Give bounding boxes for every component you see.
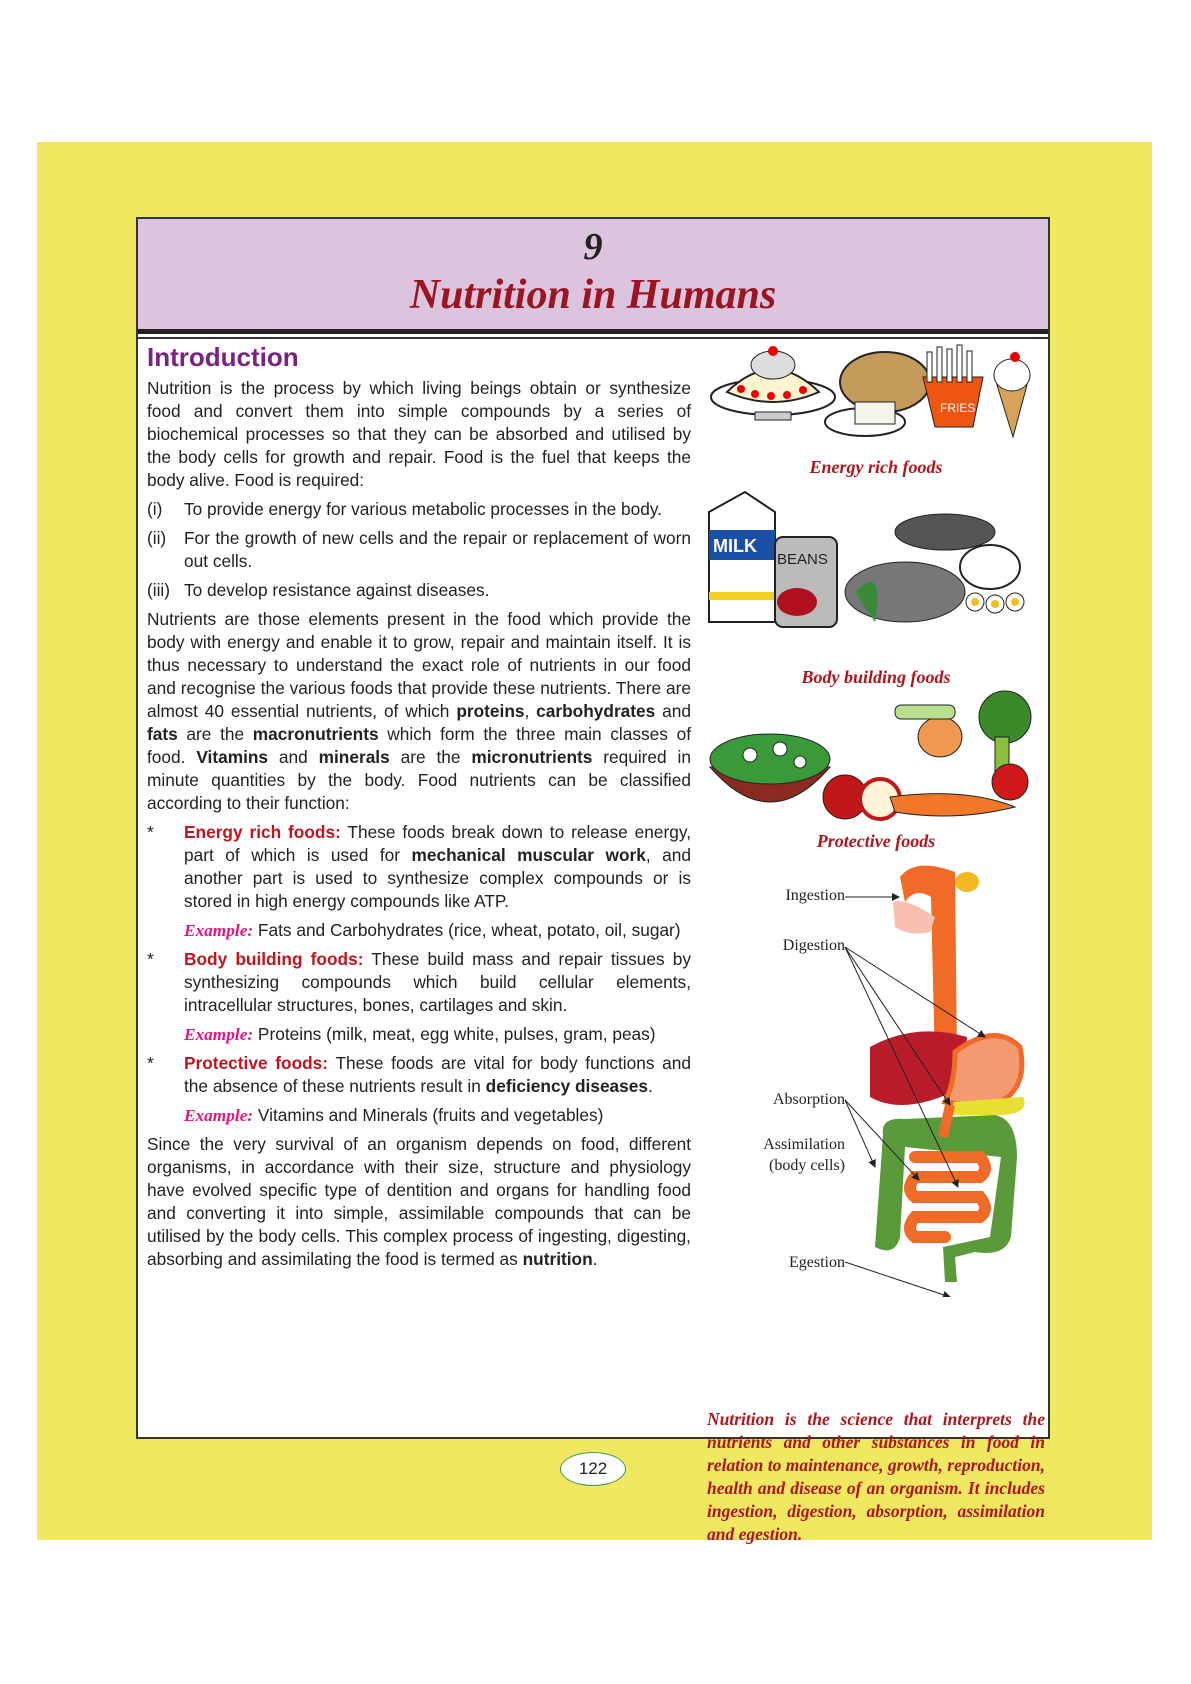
term: carbohydrates xyxy=(536,701,656,721)
list-text: To provide energy for various metabolic processes in the body. xyxy=(184,499,663,519)
example-label: Example: xyxy=(184,1106,254,1125)
caption-energy-rich-foods: Energy rich foods xyxy=(809,457,943,477)
text: and xyxy=(268,747,319,767)
intro-paragraph: Nutrition is the process by which living beings obtain or synthesize food and convert them into simple compounds by a series of biochemical processes so that they can be absorbed and utilised by the body cells for growth and repair. Food is the fuel that keeps the body alive. Food is required: xyxy=(147,378,691,490)
example xyxy=(184,919,691,942)
main-text-column xyxy=(147,341,691,1277)
term: minerals xyxy=(318,747,390,767)
food-type-body-building xyxy=(147,948,691,1017)
example xyxy=(184,1023,691,1046)
example-text: Vitamins and Minerals (fruits and vegetables) xyxy=(253,1105,604,1125)
label-egestion: Egestion xyxy=(789,1254,845,1271)
term: macronutrients xyxy=(252,724,379,744)
chapter-title: Nutrition in Humans xyxy=(409,272,777,318)
milk-label: MILK xyxy=(713,536,757,556)
text: These foods break down to release energy, part of which is used for xyxy=(184,822,692,865)
food-type-heading: Energy rich foods: xyxy=(184,822,341,842)
nutrition-definition-quote: Nutrition is the science that interprets the nutrients and other substances in food in relation to maintenance, growth, reproduction, health and disease of an organism. It includes ingestion, digestion, absorption, assimilation and egestion. xyxy=(707,1409,1045,1544)
food-type-protective xyxy=(147,1052,691,1098)
caption-body-building-foods: Body building foods xyxy=(801,667,951,687)
page-number: 122 xyxy=(560,1452,626,1486)
example-label: Example: xyxy=(184,1025,254,1044)
bullet: * xyxy=(147,949,154,969)
text: , xyxy=(524,701,537,721)
food-type-heading: Body building foods: xyxy=(184,949,364,969)
text: required in minute quantities by the body. Food nutrients can be classified according to their function: xyxy=(147,747,691,813)
term: proteins xyxy=(456,701,525,721)
list-number: (i) xyxy=(147,499,163,519)
text: These foods are vital for body functions and the absence of these nutrients result in xyxy=(184,1053,691,1096)
list-text: To develop resistance against diseases. xyxy=(184,580,490,600)
text: These build mass and repair tissues by synthesizing compounds which build cellular elements, intracellular structures, bones, cartilages and skin. xyxy=(184,949,691,1015)
label-body-cells: (body cells) xyxy=(769,1157,845,1174)
list-item xyxy=(147,579,691,602)
example-text: Proteins (milk, meat, egg white, pulses, gram, peas) xyxy=(253,1024,656,1044)
text: . xyxy=(648,1076,653,1096)
bullet: * xyxy=(147,822,154,842)
text: Since the very survival of an organism depends on food, different organisms, in accordance with their size, structure and physiology have evolved specific type of dentition and organs for handling food and converting it into simple, assimilable compounds that can be utilised by the body cells. This complex process of ingesting, digesting, absorbing and assimilating the food is termed as xyxy=(147,1134,691,1269)
term: nutrition xyxy=(522,1249,593,1269)
list-text: For the growth of new cells and the repair or replacement of worn out cells. xyxy=(184,528,691,571)
list-number: (ii) xyxy=(147,528,167,548)
figure-column xyxy=(705,337,1047,1544)
chapter-number: 9 xyxy=(583,226,603,268)
energy-rich-foods-illustration xyxy=(705,337,1047,447)
protective-foods-illustration xyxy=(705,687,1047,837)
text: , and another part is used to synthesize complex compounds or is stored in high energy compounds like ATP. xyxy=(184,845,691,911)
label-ingestion: Ingestion xyxy=(785,887,845,904)
term: mechanical muscular work xyxy=(411,845,646,865)
chapter-header xyxy=(138,219,1048,334)
term: Vitamins xyxy=(196,747,269,767)
list-item xyxy=(147,527,691,573)
caption-protective-foods: Protective foods xyxy=(816,831,936,851)
example xyxy=(184,1104,691,1127)
fries-label: FRIES xyxy=(940,401,976,415)
food-type-energy xyxy=(147,821,691,913)
beans-label: BEANS xyxy=(777,551,828,568)
bullet: * xyxy=(147,1053,154,1073)
label-absorption: Absorption xyxy=(773,1091,845,1108)
example-text: Fats and Carbohydrates (rice, wheat, potato, oil, sugar) xyxy=(253,920,681,940)
text: are the xyxy=(177,724,253,744)
food-type-heading: Protective foods: xyxy=(184,1053,329,1073)
nutrients-paragraph xyxy=(147,608,691,815)
term: deficiency diseases xyxy=(485,1076,649,1096)
text: are the xyxy=(389,747,472,767)
term: fats xyxy=(147,724,178,744)
term: micronutrients xyxy=(471,747,593,767)
list-number: (iii) xyxy=(147,580,171,600)
text: and xyxy=(655,701,691,721)
closing-paragraph xyxy=(147,1133,691,1271)
label-assimilation: Assimilation xyxy=(763,1136,845,1153)
text: which form the three main classes of food. xyxy=(147,724,691,767)
list-item xyxy=(147,498,691,521)
label-digestion: Digestion xyxy=(782,937,845,954)
digestive-system-diagram xyxy=(705,857,1047,1297)
example-label: Example: xyxy=(184,921,254,940)
body-building-foods-illustration xyxy=(705,482,1047,662)
section-heading: Introduction xyxy=(147,342,299,372)
text: . xyxy=(592,1249,598,1269)
text: Nutrients are those elements present in the food which provide the body with energy and enable it to grow, repair and maintain itself. It is thus necessary to understand the exact role of nutrients in our food and recognise the various foods that provide these nutrients. There are almost 40 essential nutrients, of which xyxy=(147,609,691,721)
